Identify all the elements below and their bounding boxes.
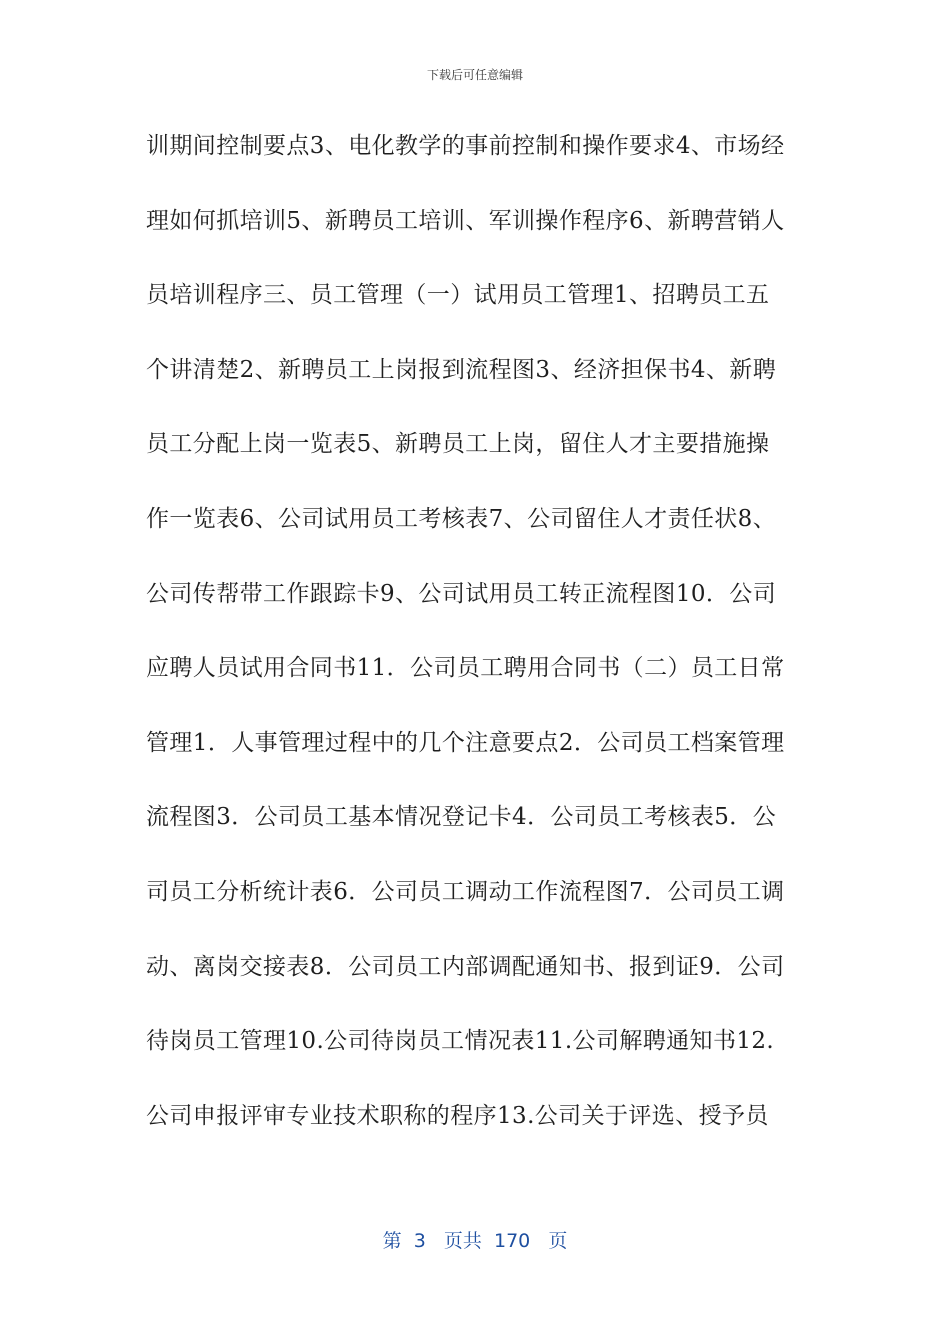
body-line: 理如何抓培训5、新聘员工培训、军训操作程序6、新聘营销人 [146,207,785,234]
page-number-footer: 第 3 页共 170 页 [382,1230,568,1252]
body-line: 员培训程序三、员工管理（一）试用员工管理1、招聘员工五 [146,282,770,309]
page-header: 下载后可任意编辑 [426,68,523,82]
body-line: 训期间控制要点3、电化教学的事前控制和操作要求4、市场经 [146,133,785,159]
body-line: 公司申报评审专业技术职称的程序13.公司关于评选、授予员 [146,1102,769,1129]
body-line: 待岗员工管理10.公司待岗员工情况表11.公司解聘通知书12. [146,1028,775,1055]
body-line: 应聘人员试用合同书11．公司员工聘用合同书（二）员工日常 [146,655,785,682]
document-body [146,128,806,1172]
body-line: 作一览表6、公司试用员工考核表7、公司留住人才责任状8、 [146,505,777,532]
body-line: 管理1．人事管理过程中的几个注意要点2．公司员工档案管理 [146,729,785,756]
body-line: 司员工分析统计表6．公司员工调动工作流程图7．公司员工调 [146,878,785,905]
body-line: 流程图3．公司员工基本情况登记卡4．公司员工考核表5．公 [146,804,777,831]
body-line: 公司传帮带工作跟踪卡9、公司试用员工转正流程图10．公司 [146,580,777,607]
body-line: 员工分配上岗一览表5、新聘员工上岗，留住人才主要措施操 [146,431,770,458]
body-line: 个讲清楚2、新聘员工上岗报到流程图3、经济担保书4、新聘 [146,356,777,383]
body-line: 动、离岗交接表8．公司员工内部调配通知书、报到证9．公司 [146,953,785,980]
